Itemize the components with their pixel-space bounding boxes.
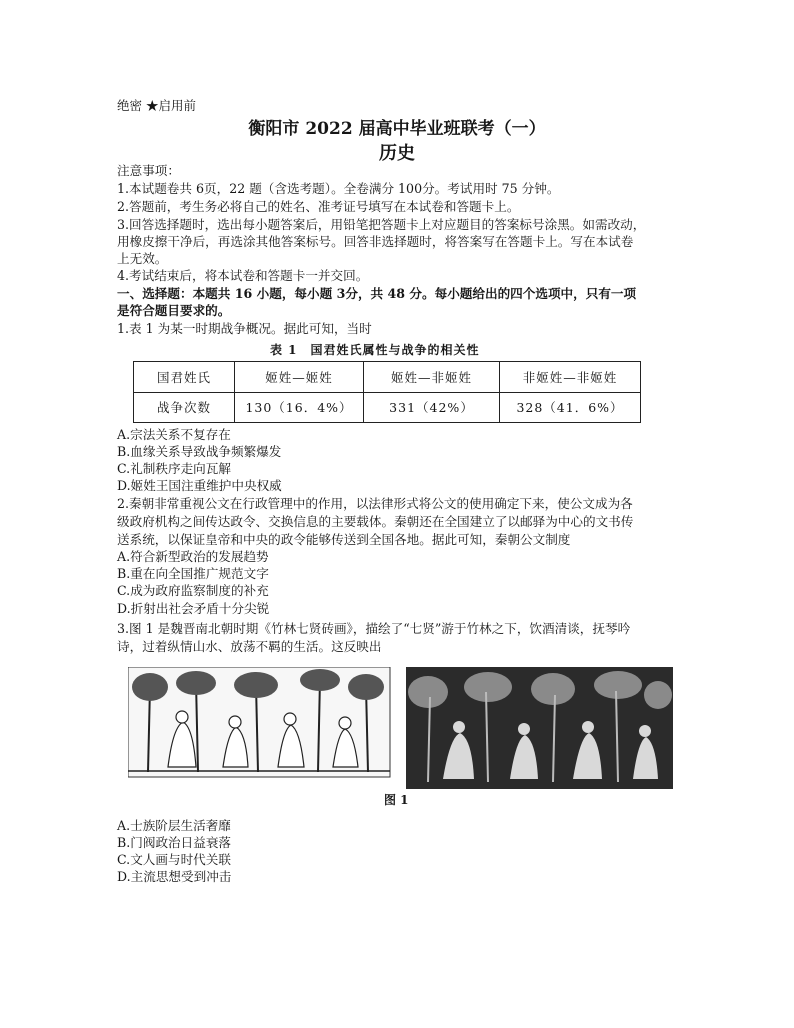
table-header-cell: 国君姓氏 <box>134 362 235 393</box>
confidential-mark: 绝密 ★启用前 <box>117 98 196 113</box>
table-row <box>134 362 641 393</box>
q1-option-a: A.宗法关系不复存在 <box>117 427 231 442</box>
q2-stem: 2.秦朝非常重视公文在行政管理中的作用，以法律形式将公文的使用确定下来，使公文成为各 <box>117 496 633 511</box>
q3-stem: 诗，过着纵情山水、放荡不羁的生活。这反映出 <box>117 639 382 654</box>
table-caption: 表 1 国君姓氏属性与战争的相关性 <box>270 343 480 357</box>
q1-option-c: C.礼制秩序走向瓦解 <box>117 461 231 476</box>
note-item: 1.本试题卷共 6页，22 题（含选考题）。全卷满分 100分。考试用时 75 分钟。 <box>117 181 560 196</box>
section-heading: 一、选择题：本题共 16 小题，每小题 3分，共 48 分。每小题给出的四个选项中，只有一项 <box>117 286 637 301</box>
q3-option-b: B.门阀政治日益衰落 <box>117 835 232 850</box>
brick-painting-right <box>406 667 673 789</box>
table-cell: 130（16．4%） <box>235 392 364 423</box>
q1-stem: 1.表 1 为某一时期战争概况。据此可知，当时 <box>117 321 372 336</box>
q1-option-b: B.血缘关系导致战争频繁爆发 <box>117 444 282 459</box>
q2-stem: 级政府机构之间传达政令、交换信息的主要载体。秦朝还在全国建立了以邮驿为中心的文书传 <box>117 514 634 529</box>
exam-title: 衡阳市 2022 届高中毕业班联考（一） <box>248 119 546 139</box>
notes-heading: 注意事项： <box>117 163 180 178</box>
q3-option-d: D.主流思想受到冲击 <box>117 869 232 884</box>
bamboo-sages-brick-painting <box>128 667 673 789</box>
table-row <box>134 392 641 423</box>
q3-option-c: C.文人画与时代关联 <box>117 852 231 867</box>
table-header-cell: 非姬姓—非姬姓 <box>500 362 641 393</box>
q2-stem: 送系统，以保证皇帝和中央的政令能够传送到全国各地。据此可知，秦朝公文制度 <box>117 532 571 547</box>
q2-option-b: B.重在向全国推广规范文字 <box>117 566 269 581</box>
table-cell: 331（42%） <box>364 392 500 423</box>
table-header-cell: 姬姓—姬姓 <box>235 362 364 393</box>
section-heading-cont: 是符合题目要求的。 <box>117 303 231 318</box>
subject-title: 历史 <box>379 143 415 164</box>
q1-option-d: D.姬姓王国注重维护中央权威 <box>117 478 282 493</box>
brick-painting-left <box>128 667 390 777</box>
table-cell: 战争次数 <box>134 392 235 423</box>
figure-caption: 图 1 <box>384 793 409 807</box>
note-item: 2.答题前，考生务必将自己的姓名、准考证号填写在本试卷和答题卡上。 <box>117 199 520 214</box>
q3-stem: 3.图 1 是魏晋南北朝时期《竹林七贤砖画》，描绘了“七贤”游于竹林之下，饮酒清谈，抚琴吟 <box>117 621 631 636</box>
note-item: 3.回答选择题时，选出每小题答案后，用铅笔把答题卡上对应题目的答案标号涂黑。如需改动， <box>117 217 646 232</box>
war-table <box>133 361 641 423</box>
note-item: 4.考试结束后，将本试卷和答题卡一并交回。 <box>117 268 369 283</box>
note-item: 上无效。 <box>117 251 168 266</box>
q2-option-d: D.折射出社会矛盾十分尖锐 <box>117 601 270 616</box>
q2-option-a: A.符合新型政治的发展趋势 <box>117 549 269 564</box>
table-header-cell: 姬姓—非姬姓 <box>364 362 500 393</box>
q3-option-a: A.士族阶层生活奢靡 <box>117 818 231 833</box>
note-item: 用橡皮擦干净后，再选涂其他答案标号。回答非选择题时，将答案写在答题卡上。写在本试卷 <box>117 234 634 249</box>
q2-option-c: C.成为政府监察制度的补充 <box>117 583 269 598</box>
table-cell: 328（41．6%） <box>500 392 641 423</box>
